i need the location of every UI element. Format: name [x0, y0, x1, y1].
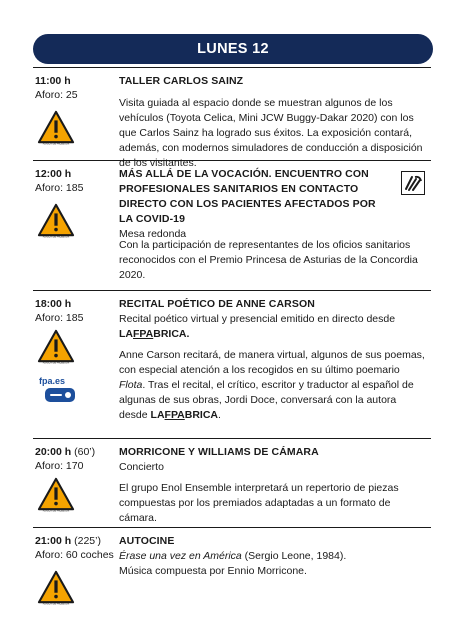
warning-icon [37, 329, 75, 365]
event-time: 20:00 h (60’) [35, 446, 96, 458]
event-description-block [119, 238, 425, 283]
event-description: Con la participación de representantes de los oficios sanitarios reconocidos con el Premio Princesa de Asturias de la Concordia 2020. [119, 239, 418, 281]
event-subtitle-2: Música compuesta por Ennio Morricone. [119, 565, 307, 577]
event-meta [35, 167, 115, 195]
event-capacity: Aforo: 185 [35, 182, 84, 194]
warning-badge-text: FLASCHI DE FACEBOOK [42, 143, 70, 146]
warning-icon [37, 203, 75, 239]
event-body [119, 167, 389, 242]
event-subtitle: Mesa redonda [119, 228, 187, 240]
day-label: LUNES 12 [197, 41, 269, 57]
event-meta [35, 445, 115, 473]
warning-badge-text: FLASCHI DE FACEBOOK [42, 362, 70, 365]
event-time: 21:00 h (225’) [35, 535, 101, 547]
event-time: 18:00 h [35, 298, 72, 310]
event-title: TALLER CARLOS SAINZ [119, 75, 244, 87]
event-title: AUTOCINE [119, 535, 175, 547]
event-body [119, 74, 425, 171]
event-item [33, 438, 431, 527]
event-capacity: Aforo: 185 [35, 312, 84, 324]
event-meta [35, 297, 115, 325]
fpa-logo-text: fpa.es [39, 376, 66, 386]
warning-icon [37, 477, 75, 513]
warning-icon [37, 110, 75, 146]
event-meta [35, 74, 115, 102]
event-description: Visita guiada al espacio donde se muestran algunos de los vehículos (Toyota Celica, Mini JCW Buggy-Dakar 2020) con los que Carlos Sainz ha logrado sus éxitos. La exposición contará, además, con modernos simuladores de conducción a disposición de los visitantes. [119, 97, 423, 169]
hearing-accessibility-icon [401, 171, 425, 195]
event-item [33, 67, 431, 169]
event-subtitle: Érase una vez en América (Sergio Leone, 1984). [119, 550, 347, 562]
event-description: El grupo Enol Ensemble interpretará un repertorio de piezas compuestas por los premiados adaptadas a un formato de cámara. [119, 482, 399, 524]
warning-icon [37, 570, 75, 606]
event-capacity: Aforo: 60 coches [35, 549, 114, 561]
warning-badge-text: FLASCHI DE FACEBOOK [42, 510, 70, 513]
event-title: RECITAL POÉTICO DE ANNE CARSON [119, 298, 315, 310]
fpa-brand: LAFPABRICA. [119, 328, 190, 340]
warning-badge-text: FLASCHI DE FACEBOOK [42, 236, 70, 239]
event-capacity: Aforo: 25 [35, 89, 78, 101]
event-time: 11:00 h [35, 75, 71, 87]
event-meta [35, 534, 115, 562]
event-title: MORRICONE Y WILLIAMS DE CÁMARA [119, 446, 319, 458]
event-time: 12:00 h [35, 168, 72, 180]
event-title: MÁS ALLÁ DE LA VOCACIÓN. ENCUENTRO CON PROFESIONALES SANITARIOS EN CONTACTO DIRECTO CON LOS PACIENTES AFECTADOS POR LA COVID-19 [119, 168, 376, 225]
event-item [33, 290, 431, 437]
event-item [33, 527, 431, 628]
event-subtitle: Recital poético virtual y presencial emitido en directo desde [119, 313, 396, 325]
event-capacity: Aforo: 170 [35, 460, 84, 472]
warning-badge-text: FLASCHI DE FACEBOOK [42, 603, 70, 606]
event-description: Anne Carson recitará, de manera virtual, algunos de sus poemas, con especial atención a los recogidos en su último poemario Flota. Tras el recital, el crítico, escritor y traductor al español de algunas de sus obras, Jordi Doce, conversará con la autora desde LAFPABRICA. [119, 349, 425, 421]
fpa-streaming-logo [37, 375, 81, 405]
event-body [119, 297, 425, 423]
event-body [119, 534, 425, 579]
day-header [33, 34, 433, 64]
event-item [33, 160, 431, 289]
event-subtitle: Concierto [119, 461, 164, 473]
event-body [119, 445, 425, 526]
